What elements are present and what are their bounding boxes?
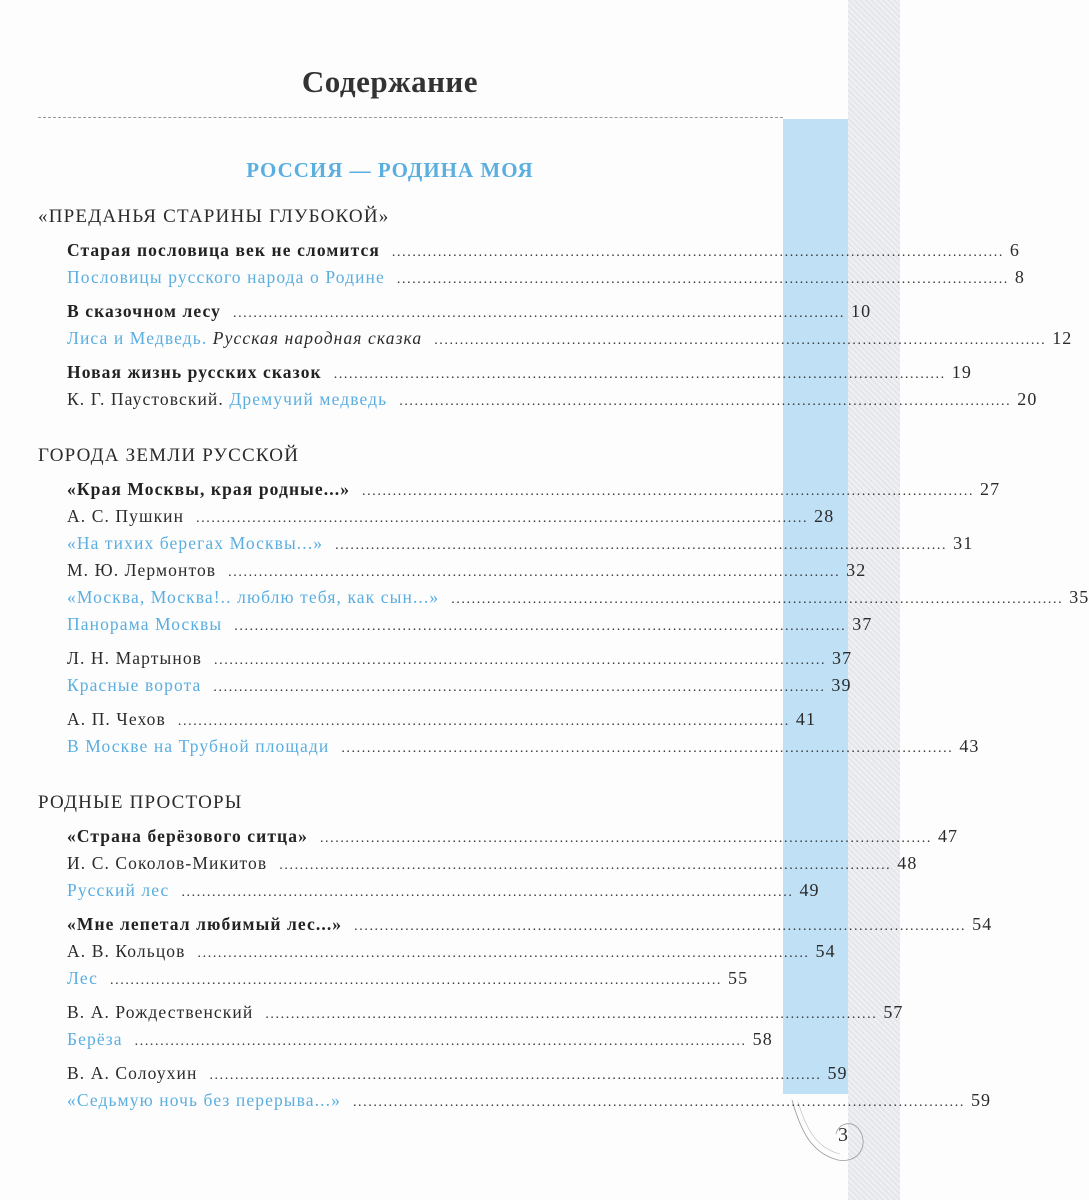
dot-leader: ........................................................................................................................ [177,714,790,729]
entry-page-number: 57 [883,1002,904,1022]
entry-title [67,237,380,264]
toc-group [38,359,1038,413]
toc-group [38,1060,992,1114]
entry-page-number: 59 [827,1063,848,1083]
toc-entry[interactable] [38,584,1089,611]
entry-title-part: А. П. Чехов [67,709,166,729]
entry-title [67,672,201,699]
dot-leader: ........................................................................................................................ [279,858,892,873]
entry-title-part: Дремучий медведь [223,389,388,409]
entry-title [67,1087,341,1114]
entry-title-part: А. В. Кольцов [67,941,186,961]
entry-page-number: 28 [814,506,835,526]
entry-title [67,877,169,904]
toc-entry[interactable] [38,999,904,1026]
entry-page-number: 27 [980,479,1001,499]
toc-entry[interactable] [38,645,853,672]
entry-title [67,264,385,291]
entry-title [67,823,308,850]
entry-page-number: 10 [850,301,872,321]
toc-group [38,999,904,1053]
dot-leader: ........................................................................................................................ [228,565,841,580]
table-of-contents [38,203,1089,1143]
entry-page-number: 59 [970,1090,992,1110]
entry-title [67,325,422,352]
toc-entry[interactable] [38,557,867,584]
entry-page-number: 47 [937,826,959,846]
entry-page-number: 55 [728,968,749,988]
toc-entry[interactable] [38,476,1001,503]
title-divider [38,117,783,118]
toc-entry[interactable] [38,823,959,850]
entry-page-number: 48 [897,853,918,873]
dot-leader: ........................................................................................................................ [196,511,809,526]
entry-page-number: 54 [815,941,836,961]
entry-title [67,965,98,992]
dot-leader: ........................................................................................................................ [214,653,827,668]
entry-title [67,359,322,386]
entry-title [67,1060,197,1087]
dot-leader: ........................................................................................................................ [352,1095,965,1110]
toc-entry[interactable] [38,733,980,760]
entry-page-number: 12 [1052,328,1073,348]
entry-title-part: М. Ю. Лермонтов [67,560,217,580]
toc-section [38,442,1089,760]
toc-entry[interactable] [38,386,1038,413]
entry-title-part: Лиса и Медведь. [67,328,208,348]
entry-title [67,999,253,1026]
toc-group [38,298,1073,352]
dot-leader: ........................................................................................................................ [335,538,948,553]
dot-leader: ........................................................................................................................ [341,741,954,756]
entry-title [67,938,186,965]
toc-entry[interactable] [38,530,974,557]
entry-title [67,584,439,611]
entry-page-number: 8 [1014,267,1025,287]
entry-page-number: 58 [752,1029,773,1049]
entry-title-part: Русский лес [67,880,170,900]
dot-leader: ........................................................................................................................ [232,306,845,321]
toc-entry[interactable] [38,1087,992,1114]
toc-group [38,237,1025,291]
dot-leader: ........................................................................................................................ [110,973,723,988]
entry-title-part: Лес [67,968,99,988]
section-title: РОДНЫЕ ПРОСТОРЫ [38,792,243,813]
toc-entry[interactable] [38,850,918,877]
dot-leader: ........................................................................................................................ [451,592,1064,607]
toc-entry[interactable] [38,672,852,699]
toc-entry[interactable] [38,325,1073,352]
entry-title-part: Пословицы русского народа о Родине [67,267,385,287]
toc-entry[interactable] [38,264,1025,291]
entry-title-part: Л. Н. Мартынов [67,648,203,668]
dot-leader: ........................................................................................................................ [391,245,1004,260]
toc-entry[interactable] [38,938,836,965]
entry-title-part: «Страна берёзового ситца» [67,826,308,846]
dot-leader: ........................................................................................................................ [354,919,967,934]
entry-title-part: И. С. Соколов-Микитов [67,853,268,873]
toc-group [38,706,980,760]
dot-leader: ........................................................................................................................ [434,333,1047,348]
entry-page-number: 6 [1009,240,1021,260]
toc-entry[interactable] [38,237,1021,264]
entry-page-number: 54 [972,914,993,934]
toc-group [38,476,1089,638]
part-title: РОССИЯ — РОДИНА МОЯ [246,158,534,182]
toc-group [38,911,993,992]
dot-leader: ........................................................................................................................ [265,1007,878,1022]
entry-title-part: «Седьмую ночь без перерыва...» [67,1090,341,1110]
entry-title-part: Новая жизнь русских сказок [67,362,322,382]
dot-leader: ........................................................................................................................ [209,1068,822,1083]
entry-title [67,911,342,938]
entry-title-part: В. А. Солоухин [67,1063,198,1083]
dot-leader: ........................................................................................................................ [333,367,946,382]
entry-page-number: 49 [799,880,820,900]
section-title: «ПРЕДАНЬЯ СТАРИНЫ ГЛУБОКОЙ» [38,206,390,227]
entry-title-part: Панорама Москвы [67,614,223,634]
entry-title-part: В Москве на Трубной площади [67,736,330,756]
entry-title [67,298,221,325]
entry-title-part: «На тихих берегах Москвы...» [67,533,324,553]
toc-entry[interactable] [38,503,835,530]
toc-entry[interactable] [38,1026,773,1053]
entry-title-part: К. Г. Паустовский. [67,389,224,409]
entry-title [67,557,216,584]
entry-page-number: 32 [846,560,867,580]
entry-title [67,850,267,877]
entry-title [67,611,222,638]
entry-page-number: 37 [832,648,853,668]
entry-title-part: А. С. Пушкин [67,506,185,526]
entry-page-number: 20 [1017,389,1038,409]
dot-leader: ........................................................................................................................ [399,394,1012,409]
toc-entry[interactable] [38,611,873,638]
entry-title-part: Красные ворота [67,675,202,695]
toc-section [38,789,993,1114]
entry-title-part: В. А. Рождественский [67,1002,254,1022]
entry-title [67,1026,123,1053]
dot-leader: ........................................................................................................................ [362,484,975,499]
dot-leader: ........................................................................................................................ [197,946,810,961]
entry-title-part: «Мне лепетал любимый лес...» [67,914,343,934]
entry-title [67,645,202,672]
toc-entry[interactable] [38,877,820,904]
dot-leader: ........................................................................................................................ [319,831,932,846]
toc-entry[interactable] [38,706,817,733]
entry-title-part: Русская народная сказка [207,328,423,348]
page-number: 3 [838,1124,848,1146]
entry-title-part: Старая пословица век не сломится [67,240,380,260]
toc-group [38,823,959,904]
toc-entry[interactable] [38,359,972,386]
entry-page-number: 43 [959,736,980,756]
entry-title-part: «Края Москвы, края родные...» [67,479,351,499]
entry-page-number: 41 [795,709,817,729]
entry-title-part: В сказочном лесу [67,301,221,321]
page-title: Содержание [301,64,479,99]
entry-page-number: 19 [951,362,972,382]
dot-leader: ........................................................................................................................ [396,272,1009,287]
dot-leader: ........................................................................................................................ [213,680,826,695]
dot-leader: ........................................................................................................................ [134,1034,747,1049]
entry-page-number: 35 [1069,587,1089,607]
entry-page-number: 39 [831,675,852,695]
entry-title-part: «Москва, Москва!.. люблю тебя, как сын...» [67,587,440,607]
entry-page-number: 31 [953,533,974,553]
entry-title [67,733,329,760]
dot-leader: ........................................................................................................................ [234,619,847,634]
dot-leader: ........................................................................................................................ [181,885,794,900]
entry-title [67,503,184,530]
entry-title [67,530,323,557]
toc-entry[interactable] [38,965,748,992]
entry-page-number: 37 [852,614,873,634]
toc-group [38,645,853,699]
toc-entry[interactable] [38,1060,848,1087]
entry-title-part: Берёза [67,1029,123,1049]
entry-title [67,476,350,503]
section-title: ГОРОДА ЗЕМЛИ РУССКОЙ [38,445,300,466]
toc-section [38,203,1073,413]
entry-title [67,386,387,413]
entry-title [67,706,166,733]
toc-entry[interactable] [38,911,993,938]
toc-entry[interactable] [38,298,872,325]
